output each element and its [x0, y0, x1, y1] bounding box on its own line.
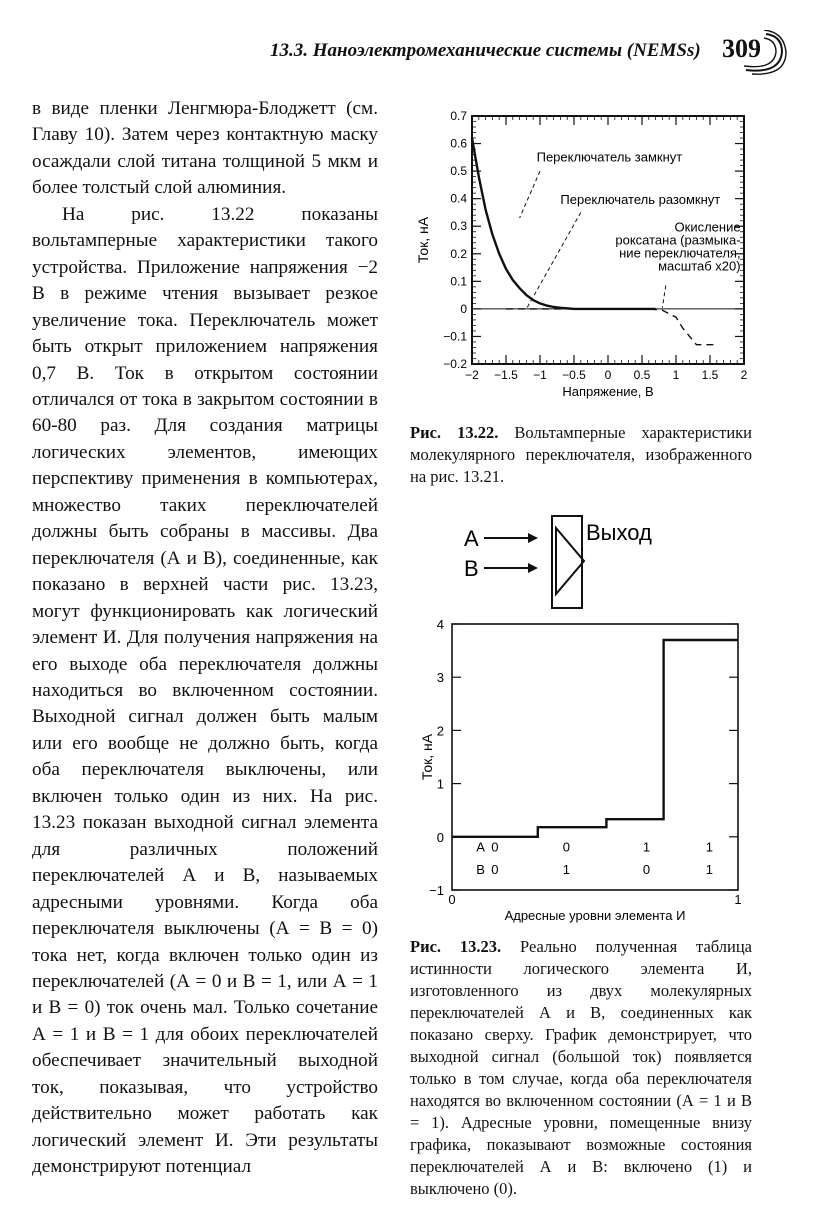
running-title: 13.3. Наноэлектромеханические системы (NEMSs): [270, 40, 701, 61]
y-tick-label: 0.3: [450, 219, 467, 234]
annotation-oxidation-line-2: роксатана (размыка-: [615, 232, 741, 248]
annotation-open-pointer: [526, 212, 580, 308]
truth-a-value: 1: [642, 839, 651, 855]
y-tick-label: 0: [460, 301, 467, 316]
y-tick-label: 1: [436, 776, 444, 792]
x-tick-label: 0: [604, 368, 612, 382]
annotation-closed-pointer: [520, 171, 540, 218]
truth-row-a-label: A: [476, 839, 485, 855]
y-tick-label: −0.1: [443, 329, 467, 344]
x-axis-label: Адресные уровни элемента И: [504, 908, 686, 923]
y-tick-label: 0.1: [450, 274, 467, 289]
x-tick-label: 1: [672, 368, 680, 382]
gate-input-a-label: A: [464, 526, 479, 551]
figure-13-23-chart: [400, 614, 770, 926]
x-tick-label: −2: [465, 368, 479, 382]
y-tick-label: 0.5: [450, 164, 467, 179]
truth-b-value: 0: [642, 862, 651, 878]
x-tick-label: 0: [448, 892, 456, 907]
page-number: 309: [722, 34, 761, 63]
y-axis-label: Ток, нА: [419, 733, 435, 781]
body-paragraph-1: в виде пленки Ленгмюра-Блоджетт (см. Главу 10). Затем через контактную маску осаждали слой титана толщиной 5 мкм и более толстый слой алюминия.: [32, 98, 378, 199]
figure-13-22-caption-text: Вольтамперные характеристики молекулярного переключателя, изображенного на рис. 13.21.: [410, 423, 752, 486]
x-tick-label: 1.5: [701, 368, 719, 382]
truth-b-value: 1: [705, 862, 714, 878]
x-tick-label: −0.5: [562, 368, 586, 382]
gate-input-a-arrow-icon: [528, 533, 538, 543]
y-tick-label: −1: [429, 883, 444, 898]
y-tick-label: −0.2: [443, 357, 467, 371]
annotation-oxidation-line-4: масштаб x20): [658, 258, 741, 274]
series-line-2: [506, 309, 717, 345]
y-tick-label: 0.4: [450, 191, 467, 206]
y-tick-label: 2: [436, 723, 444, 739]
truth-b-value: 1: [562, 862, 571, 878]
gate-input-b-arrow-icon: [528, 563, 538, 573]
figure-13-23-caption: [410, 936, 752, 1200]
figure-13-23-caption-label: Рис. 13.23.: [410, 937, 502, 956]
gate-triangle-icon: [556, 528, 584, 594]
body-paragraph-2: На рис. 13.22 показаны вольтамперные характеристики такого устройства. Приложение напряжения −2 В в режиме чтения вызывает резкое увеличение тока. Переключатель может быть открыт приложением напряжения 0,7 В. Ток в открытом состоянии отличался от тока в закрытом состоянии в 60-80 раз. Для создания матрицы логических элементов, имеющих перспективу применения в компьютерах, множество таких переключателей должны быть собраны в массивы. Два переключателя (А и В), соединенные, как показано в верхней части рис. 13.23, могут функционировать как логический элемент И. Для получения напряжения на его выходе оба переключателя должны находиться во включенном состоянии. Выходной сигнал должен быть малым или его вообще не должно быть, когда оба переключателя выключены, или включен только один из них. На рис. 13.23 показан выходной сигнал элемента для различных положений переключателей А и В, называемых адресными уровнями. Когда оба переключателя выключены (А = В = 0) тока нет, когда включен только один из переключателей (А = 0 и В = 1, или А = 1 и В = 0) ток очень мал. Только сочетание А = 1 и В = 1 для обоих переключателей обеспечивает значительный выходной ток, показывая, что устройство действительно может работать как логический элемент И. Эти результаты демонстрируют потенциал: [32, 203, 378, 1178]
y-tick-label: 0: [436, 829, 444, 845]
y-tick-label: 4: [436, 617, 444, 632]
x-tick-label: 0.5: [633, 368, 651, 382]
truth-a-value: 0: [562, 839, 571, 855]
annotation-oxidation-pointer: [662, 285, 665, 307]
figure-13-23-caption-text: Реально полученная таблица истинности логического элемента И, изготовленного из двух молекулярных переключателей А и В, соединенных как показано сверху. График демонстрирует, что выходной сигнал (большой ток) появляется только в том случае, когда оба переключателя находятся во включенном состоянии (А = 1 и В = 1). Адресные уровни, помещенные внизу графика, показывают возможные состояния переключателей А и В: включено (1) и выключено (0).: [410, 937, 752, 1198]
figure-13-22-caption-label: Рис. 13.22.: [410, 423, 499, 442]
y-tick-label: 3: [436, 670, 444, 686]
gate-input-b-label: B: [464, 556, 479, 581]
truth-a-value: 0: [491, 839, 499, 855]
y-tick-label: 0.6: [450, 136, 467, 151]
truth-b-value: 0: [491, 862, 499, 878]
truth-a-value: 1: [705, 839, 714, 855]
annotation-oxidation-line-3: ние переключателя,: [619, 245, 741, 261]
x-axis-label: Напряжение, В: [562, 384, 654, 399]
gate-output-label: Выход: [586, 520, 652, 545]
figure-13-22-chart: [400, 106, 770, 406]
x-tick-label: 2: [740, 368, 748, 382]
x-tick-label: −1.5: [494, 368, 518, 382]
x-tick-label: 1: [734, 892, 742, 907]
annotation-open: Переключатель разомкнут: [560, 192, 721, 208]
page-number-swirl-icon: [740, 30, 788, 78]
annotation-oxidation-line-1: Окисление: [674, 219, 741, 235]
series-step-line: [452, 640, 738, 837]
y-tick-label: 0.2: [450, 246, 467, 261]
annotation-closed: Переключатель замкнут: [536, 149, 683, 165]
x-tick-label: −1: [533, 368, 547, 382]
body-text-column: [32, 96, 378, 1181]
and-gate-diagram: [460, 510, 700, 614]
y-axis-label: Ток, нА: [415, 216, 431, 264]
y-tick-label: 0.7: [450, 109, 467, 123]
truth-row-b-label: B: [476, 862, 485, 878]
figure-13-22-caption: [410, 422, 752, 488]
